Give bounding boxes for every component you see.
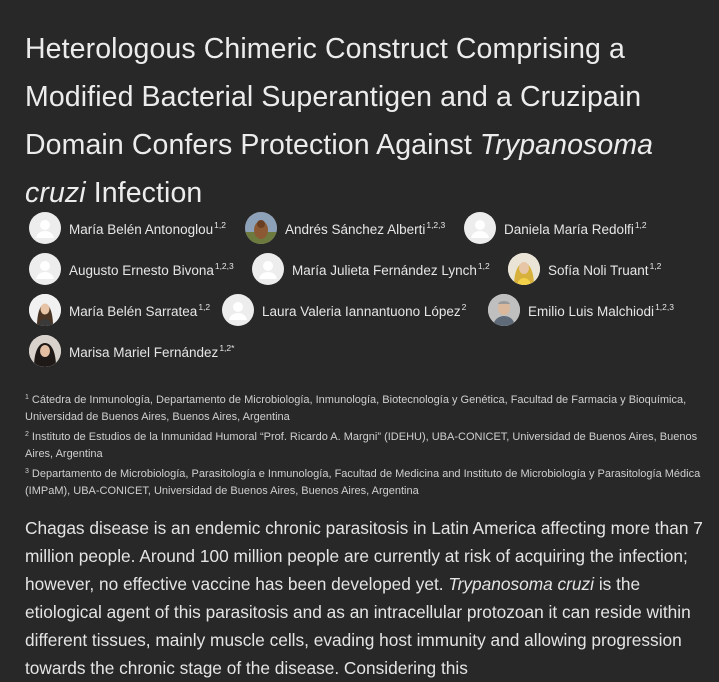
author-item[interactable] — [29, 211, 226, 245]
author-row — [29, 293, 719, 334]
author-item[interactable] — [29, 293, 210, 327]
author-item[interactable] — [29, 252, 234, 286]
article-title — [25, 25, 715, 217]
abstract-paragraph: Chagas disease is an endemic chronic parasitosis in Latin America affecting more than 7 million people. Around 100 million people are currently at risk of acquiring the infection; however, no effective vaccine has been developed yet. Trypanosoma cruzi is the etiological agent of this parasitosis and as an intracellular protozoan it can reside within different tissues, mainly muscle cells, evading host immunity and allowing progression towards the chronic stage of the disease. Considering this — [25, 518, 703, 678]
placeholder-avatar-icon — [464, 212, 496, 244]
affiliations — [25, 389, 705, 500]
author-name: Andrés Sánchez Alberti$^{1,2,3}$ — [285, 219, 446, 237]
author-item[interactable] — [252, 252, 490, 286]
placeholder-avatar-icon — [29, 253, 61, 285]
author-item[interactable] — [488, 293, 674, 327]
author-name: Marisa Mariel Fernández$^{1,2*}$ — [69, 342, 235, 360]
affiliation-item: $^3$ Departamento de Microbiología, Parasitología e Inmunología, Facultad de Medicina and Instituto de Microbiología y Parasitología Médica (IMPaM), UBA-CONICET, Universidad de Buenos Aires, Buenos Aires, Argentina — [25, 468, 701, 497]
author-item[interactable] — [29, 334, 234, 368]
author-row — [29, 252, 719, 293]
author-item[interactable] — [508, 252, 661, 286]
author-name: María Belén Sarratea$^{1,2}$ — [69, 301, 211, 319]
author-name: María Julieta Fernández Lynch$^{1,2}$ — [292, 260, 490, 278]
photo-avatar — [29, 335, 61, 367]
placeholder-avatar-icon — [222, 294, 254, 326]
photo-avatar — [488, 294, 520, 326]
author-name: Augusto Ernesto Bivona$^{1,2,3}$ — [69, 260, 234, 278]
placeholder-avatar-icon — [252, 253, 284, 285]
photo-avatar — [508, 253, 540, 285]
author-name: Daniela María Redolfi$^{1,2}$ — [504, 219, 647, 237]
abstract-species-italic: Trypanosoma cruzi — [448, 574, 595, 594]
title-species-italic: Trypanosoma cruzi — [25, 129, 654, 210]
author-name: María Belén Antonoglou$^{1,2}$ — [69, 219, 226, 237]
author-row — [29, 211, 719, 252]
author-list — [29, 211, 719, 375]
author-name: Emilio Luis Malchiodi$^{1,2,3}$ — [528, 301, 674, 319]
author-item[interactable] — [464, 211, 647, 245]
affiliation-item: $^2$ Instituto de Estudios de la Inmunidad Humoral “Prof. Ricardo A. Margni” (IDEHU), UBA-CONICET, Universidad de Buenos Aires, Buenos Aires, Argentina — [25, 431, 698, 460]
author-item[interactable] — [222, 293, 466, 327]
author-name: Sofía Noli Truant$^{1,2}$ — [548, 260, 662, 278]
affiliation-item: $^1$ Cátedra de Inmunología, Departamento de Microbiología, Inmunología, Biotecnología y Genética, Facultad de Farmacia y Bioquímica, Universidad de Buenos Aires, Buenos Aires, Argentina — [25, 394, 687, 423]
author-name: Laura Valeria Iannantuono López$^2$ — [262, 301, 467, 319]
title-text: Heterologous Chimeric Construct Comprising a Modified Bacterial Superantigen and a Cruzipain Domain Confers Protection Against — [25, 33, 642, 162]
author-item[interactable] — [245, 211, 445, 245]
author-row — [29, 334, 719, 375]
photo-avatar — [245, 212, 277, 244]
placeholder-avatar-icon — [29, 212, 61, 244]
title-text-end: Infection — [85, 177, 203, 210]
photo-avatar — [29, 294, 61, 326]
